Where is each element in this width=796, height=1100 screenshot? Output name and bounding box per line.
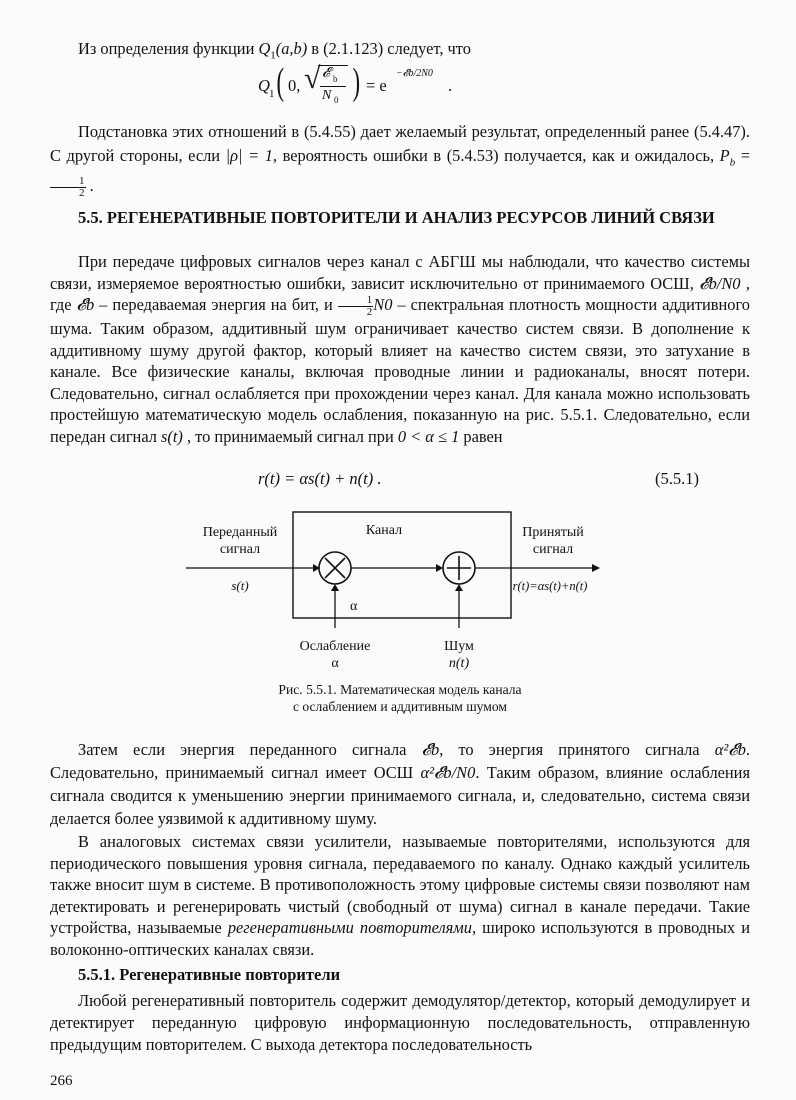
- arrow-output: [592, 564, 600, 572]
- figure-caption: Рис. 5.5.1. Математическая модель канала с ослаблением и аддитивным шумом: [278, 682, 522, 714]
- output-signal: r(t)=αs(t)+n(t): [512, 579, 588, 593]
- noise-symbol: n(t): [448, 656, 470, 671]
- rx-label-1: Принятый: [522, 525, 584, 540]
- formula-q1: Q 1 ( 0, √ 𝓔 b N 0 ) = e −𝓔b/2N0 .: [258, 61, 453, 105]
- arrow-noise: [455, 584, 463, 591]
- tx-label-2: сигнал: [219, 542, 261, 557]
- fraction-half-2: $\frac{1}{2}$: [338, 295, 374, 318]
- page-number: 266: [50, 1073, 73, 1089]
- subsection-heading: 5.5.1. Регенеративные повторители: [78, 965, 341, 984]
- channel-diagram: [0, 510, 796, 710]
- func-q: Q: [258, 39, 271, 58]
- arrow-atten: [331, 584, 339, 591]
- func-args: (a,b): [275, 39, 308, 58]
- atten-symbol: α: [331, 656, 339, 671]
- channel-label: Канал: [365, 523, 403, 538]
- fraction-half: $\frac{1}{2}$: [50, 176, 86, 199]
- atten-label: Ослабление: [299, 639, 371, 654]
- paragraph-awgn: При передаче цифровых сигналов через канал с АБГШ мы наблюдали, что качество системы связи, измеряемое вероятностью ошибки, зависит исключительно от принимаемого ОСШ, 𝓔b/N0 , где 𝓔b – передаваемая энергия на бит, и $\frac{1}{2}$ N0 – спектральная плотность мощности аддитивного шума. Таким образом, аддитивный шум ограничивает качество систем связи. В дополнение к аддитивному шуму другой фактор, который влияет на качество систем связи, это затухание в канале. Все физические каналы, включая проводные линии и радиоканалы, вносят потери. Следовательно, сигнал ослабляется при прохождении через канал. Для канала можно использовать простейшую математическую модель ослабления, показанную на рис. 5.5.1. Следовательно, если передан сигнал s(t) , то принимаемый сигнал при 0 < α ≤ 1 равен: [50, 252, 751, 446]
- section-heading: 5.5. РЕГЕНЕРАТИВНЫЕ ПОВТОРИТЕЛИ И АНАЛИЗ РЕСУРСОВ ЛИНИЙ СВЯЗИ: [78, 208, 715, 227]
- equation-551: r(t) = αs(t) + n(t) .: [258, 469, 382, 488]
- alpha-near: α: [350, 599, 358, 614]
- intro-line: Из определения функции $Q_1(a,b)$ в (2.1.123) следует, что: [78, 39, 471, 62]
- paragraph-substitution: Подстановка этих отношений в (5.4.55) дает желаемый результат, определенный ранее (5.4.47). С другой стороны, если |ρ| = 1, вероятность ошибки в (5.4.53) получается, как и ожидалось, $P_b$ = $\frac{1}{2}$ .: [50, 122, 751, 200]
- paragraph-attenuation: Затем если энергия переданного сигнала 𝓔b, то энергия принятого сигнала α²𝓔b. Следовательно, принимаемый сигнал имеет ОСШ α²𝓔b/N0. Таким образом, влияние ослабления сигнала сводится к уменьшению энергии принимаемого сигнала, и, следовательно, система связи делается более уязвимой к аддитивному шуму.: [50, 740, 750, 828]
- noise-label: Шум: [444, 639, 474, 654]
- tx-label-1: Переданный: [202, 525, 278, 540]
- equation-number: (5.5.1): [655, 469, 699, 488]
- input-signal: s(t): [231, 578, 249, 593]
- arrow-to-adder: [436, 564, 443, 572]
- paragraph-regenerative: Любой регенеративный повторитель содержит демодулятор/детектор, который демодулирует и детектирует переданную цифровую информационную последовательность, отправленную предыдущим повторителем. С выхода детектора последовательность: [50, 991, 750, 1054]
- rx-label-2: сигнал: [532, 542, 574, 557]
- paragraph-repeaters: В аналоговых системах связи усилители, называемые повторителями, используются для периодического повышения уровня сигнала, передаваемого по каналу. Однако каждый усилитель также вносит шум в системе. В противоположность этому цифровые системы связи позволяют нам детектировать и регенерировать чистый (свободный от шума) сигнал в канале передачи. Такие устройства, называемые регенеративными повторителями, широко используются в проводных и волоконно-оптических каналах связи.: [50, 832, 750, 959]
